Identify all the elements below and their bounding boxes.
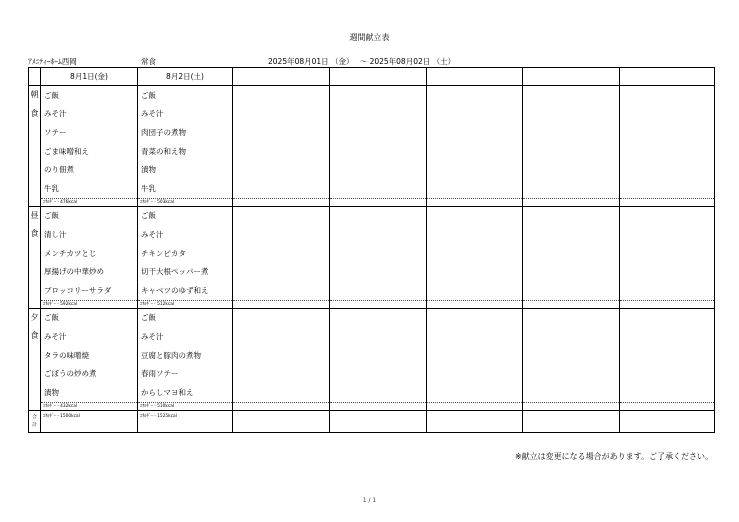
dish-cell: ごま味噌和え bbox=[41, 142, 138, 161]
empty-cell bbox=[330, 281, 427, 300]
empty-cell bbox=[330, 364, 427, 383]
day-header bbox=[427, 68, 523, 86]
empty-cell bbox=[330, 300, 427, 308]
empty-cell bbox=[523, 262, 620, 281]
meal-label-bottom: 食 bbox=[30, 229, 39, 239]
dish-cell: ご飯 bbox=[138, 206, 233, 225]
dish-cell: みそ汁 bbox=[138, 327, 233, 346]
empty-cell bbox=[523, 105, 620, 124]
empty-cell bbox=[427, 198, 523, 206]
empty-cell bbox=[523, 198, 620, 206]
empty-cell bbox=[233, 225, 330, 244]
energy-row bbox=[29, 402, 715, 410]
dish-cell: キャベツのゆず和え bbox=[138, 281, 233, 300]
empty-cell bbox=[427, 327, 523, 346]
menu-row bbox=[29, 105, 715, 124]
energy-cell: ｴﾈﾙｷﾞｰ・512kcal bbox=[138, 300, 233, 308]
empty-cell bbox=[233, 327, 330, 346]
empty-cell bbox=[330, 308, 427, 327]
dish-cell: 肉団子の煮物 bbox=[138, 123, 233, 142]
menu-row bbox=[29, 206, 715, 225]
dish-cell: 牛乳 bbox=[138, 179, 233, 198]
empty-cell bbox=[330, 198, 427, 206]
menu-row bbox=[29, 123, 715, 142]
meal-label bbox=[29, 86, 41, 207]
empty-cell bbox=[523, 308, 620, 327]
empty-cell bbox=[330, 225, 427, 244]
empty-cell bbox=[233, 281, 330, 300]
empty-cell bbox=[620, 244, 715, 263]
empty-cell bbox=[330, 179, 427, 198]
meal-label-top: 朝 bbox=[30, 90, 39, 99]
empty-cell bbox=[233, 123, 330, 142]
empty-cell bbox=[620, 86, 715, 105]
dish-cell: 牛乳 bbox=[41, 179, 138, 198]
menu-row bbox=[29, 86, 715, 105]
energy-cell: ｴﾈﾙｷﾞｰ・503kcal bbox=[138, 198, 233, 206]
empty-cell bbox=[620, 281, 715, 300]
menu-row bbox=[29, 160, 715, 179]
empty-cell bbox=[233, 410, 330, 432]
empty-cell bbox=[620, 300, 715, 308]
header-corner bbox=[29, 68, 41, 86]
menu-row bbox=[29, 346, 715, 365]
empty-cell bbox=[427, 300, 523, 308]
day-header: 8月2日(土) bbox=[138, 68, 233, 86]
empty-cell bbox=[233, 364, 330, 383]
meal-label-bottom: 食 bbox=[30, 108, 39, 118]
day-header bbox=[330, 68, 427, 86]
dish-cell: メンチカツとじ bbox=[41, 244, 138, 263]
empty-cell bbox=[330, 262, 427, 281]
empty-cell bbox=[427, 410, 523, 432]
empty-cell bbox=[233, 198, 330, 206]
empty-cell bbox=[233, 179, 330, 198]
total-label-top: 合 bbox=[32, 414, 37, 420]
empty-cell bbox=[523, 86, 620, 105]
menu-row bbox=[29, 142, 715, 161]
menu-row bbox=[29, 383, 715, 402]
empty-cell bbox=[330, 160, 427, 179]
day-header bbox=[233, 68, 330, 86]
empty-cell bbox=[330, 346, 427, 365]
total-label-bottom: 計 bbox=[32, 422, 37, 428]
empty-cell bbox=[427, 160, 523, 179]
empty-cell bbox=[233, 244, 330, 263]
dish-cell: タラの味噌焼 bbox=[41, 346, 138, 365]
empty-cell bbox=[427, 142, 523, 161]
empty-cell bbox=[523, 410, 620, 432]
disclaimer-note: ※献立は変更になる場合があります。ご了承ください。 bbox=[514, 452, 713, 461]
total-energy-cell: ｴﾈﾙｷﾞｰ・1525kcal bbox=[138, 410, 233, 432]
day-header bbox=[620, 68, 715, 86]
meal-label bbox=[29, 308, 41, 410]
empty-cell bbox=[620, 308, 715, 327]
empty-cell bbox=[620, 142, 715, 161]
empty-cell bbox=[523, 346, 620, 365]
empty-cell bbox=[620, 262, 715, 281]
energy-cell: ｴﾈﾙｷﾞｰ・432kcal bbox=[41, 402, 138, 410]
dish-cell: 切干大根ペッパー煮 bbox=[138, 262, 233, 281]
day-header: 8月1日(金) bbox=[41, 68, 138, 86]
energy-cell: ｴﾈﾙｷﾞｰ・510kcal bbox=[138, 402, 233, 410]
empty-cell bbox=[620, 410, 715, 432]
day-header-row bbox=[29, 68, 715, 86]
empty-cell bbox=[620, 346, 715, 365]
empty-cell bbox=[233, 142, 330, 161]
empty-cell bbox=[233, 160, 330, 179]
dish-cell: ご飯 bbox=[138, 308, 233, 327]
dish-cell: からしマヨ和え bbox=[138, 383, 233, 402]
dish-cell: ご飯 bbox=[41, 206, 138, 225]
empty-cell bbox=[523, 327, 620, 346]
dish-cell: みそ汁 bbox=[138, 105, 233, 124]
menu-row bbox=[29, 262, 715, 281]
empty-cell bbox=[233, 86, 330, 105]
empty-cell bbox=[330, 410, 427, 432]
empty-cell bbox=[233, 308, 330, 327]
empty-cell bbox=[233, 206, 330, 225]
facility-name: ｱﾒﾆﾃｨｰﾎｰﾑ西岡 bbox=[28, 57, 77, 66]
dish-cell: 漬物 bbox=[138, 160, 233, 179]
dish-cell: 青菜の和え物 bbox=[138, 142, 233, 161]
menu-row bbox=[29, 225, 715, 244]
empty-cell bbox=[523, 160, 620, 179]
empty-cell bbox=[620, 198, 715, 206]
dish-cell: ご飯 bbox=[41, 86, 138, 105]
empty-cell bbox=[427, 402, 523, 410]
energy-row bbox=[29, 300, 715, 308]
empty-cell bbox=[427, 383, 523, 402]
dish-cell: みそ汁 bbox=[138, 225, 233, 244]
empty-cell bbox=[620, 383, 715, 402]
empty-cell bbox=[427, 281, 523, 300]
empty-cell bbox=[620, 179, 715, 198]
empty-cell bbox=[427, 346, 523, 365]
dish-cell: 豆腐と豚肉の煮物 bbox=[138, 346, 233, 365]
empty-cell bbox=[620, 225, 715, 244]
empty-cell bbox=[233, 346, 330, 365]
empty-cell bbox=[330, 383, 427, 402]
empty-cell bbox=[427, 225, 523, 244]
meal-label-top: 夕 bbox=[30, 312, 39, 322]
dish-cell: ご飯 bbox=[138, 86, 233, 105]
dish-cell: ソテー bbox=[41, 123, 138, 142]
menu-row bbox=[29, 179, 715, 198]
meal-label bbox=[29, 206, 41, 308]
empty-cell bbox=[620, 105, 715, 124]
empty-cell bbox=[330, 142, 427, 161]
meal-label-top: 昼 bbox=[30, 210, 39, 220]
empty-cell bbox=[427, 244, 523, 263]
empty-cell bbox=[233, 105, 330, 124]
empty-cell bbox=[523, 244, 620, 263]
dish-cell: チキンピカタ bbox=[138, 244, 233, 263]
menu-row bbox=[29, 308, 715, 327]
day-header bbox=[523, 68, 620, 86]
empty-cell bbox=[620, 364, 715, 383]
total-label bbox=[29, 410, 41, 432]
dish-cell: 厚揚げの中華炒め bbox=[41, 262, 138, 281]
dish-cell: みそ汁 bbox=[41, 327, 138, 346]
empty-cell bbox=[523, 300, 620, 308]
empty-cell bbox=[620, 402, 715, 410]
empty-cell bbox=[330, 123, 427, 142]
menu-period: 2025年08月01日 （金） ～ 2025年08月02日 （土） bbox=[268, 57, 456, 66]
empty-cell bbox=[523, 402, 620, 410]
dish-cell: 清し汁 bbox=[41, 225, 138, 244]
empty-cell bbox=[523, 364, 620, 383]
empty-cell bbox=[620, 123, 715, 142]
empty-cell bbox=[427, 206, 523, 225]
empty-cell bbox=[523, 225, 620, 244]
empty-cell bbox=[523, 179, 620, 198]
total-energy-cell: ｴﾈﾙｷﾞｰ・1500kcal bbox=[41, 410, 138, 432]
dish-cell: ごぼうの炒め煮 bbox=[41, 364, 138, 383]
energy-row bbox=[29, 198, 715, 206]
energy-cell: ｴﾈﾙｷﾞｰ・476kcal bbox=[41, 198, 138, 206]
menu-body bbox=[29, 86, 715, 433]
page-title: 週間献立表 bbox=[349, 33, 390, 42]
weekly-menu-table bbox=[28, 67, 715, 433]
empty-cell bbox=[330, 105, 427, 124]
empty-cell bbox=[330, 244, 427, 263]
empty-cell bbox=[427, 364, 523, 383]
empty-cell bbox=[427, 262, 523, 281]
empty-cell bbox=[330, 86, 427, 105]
meal-label-bottom: 食 bbox=[30, 331, 39, 341]
empty-cell bbox=[523, 383, 620, 402]
empty-cell bbox=[427, 308, 523, 327]
dish-cell: 漬物 bbox=[41, 383, 138, 402]
dish-cell: のり佃煮 bbox=[41, 160, 138, 179]
empty-cell bbox=[427, 123, 523, 142]
energy-cell: ｴﾈﾙｷﾞｰ・592kcal bbox=[41, 300, 138, 308]
menu-row bbox=[29, 327, 715, 346]
menu-row bbox=[29, 281, 715, 300]
dish-cell: みそ汁 bbox=[41, 105, 138, 124]
empty-cell bbox=[523, 142, 620, 161]
empty-cell bbox=[523, 281, 620, 300]
empty-cell bbox=[523, 206, 620, 225]
empty-cell bbox=[330, 327, 427, 346]
empty-cell bbox=[620, 206, 715, 225]
empty-cell bbox=[233, 262, 330, 281]
page-number: 1 / 1 bbox=[362, 497, 377, 504]
empty-cell bbox=[620, 327, 715, 346]
empty-cell bbox=[330, 402, 427, 410]
empty-cell bbox=[427, 86, 523, 105]
empty-cell bbox=[427, 105, 523, 124]
dish-cell: ブロッコリーサラダ bbox=[41, 281, 138, 300]
empty-cell bbox=[233, 402, 330, 410]
empty-cell bbox=[233, 300, 330, 308]
empty-cell bbox=[620, 160, 715, 179]
diet-type: 常食 bbox=[141, 57, 156, 66]
total-row bbox=[29, 410, 715, 432]
empty-cell bbox=[427, 179, 523, 198]
empty-cell bbox=[523, 123, 620, 142]
menu-row bbox=[29, 244, 715, 263]
empty-cell bbox=[330, 206, 427, 225]
dish-cell: ご飯 bbox=[41, 308, 138, 327]
empty-cell bbox=[233, 383, 330, 402]
menu-row bbox=[29, 364, 715, 383]
dish-cell: 春雨ソテー bbox=[138, 364, 233, 383]
